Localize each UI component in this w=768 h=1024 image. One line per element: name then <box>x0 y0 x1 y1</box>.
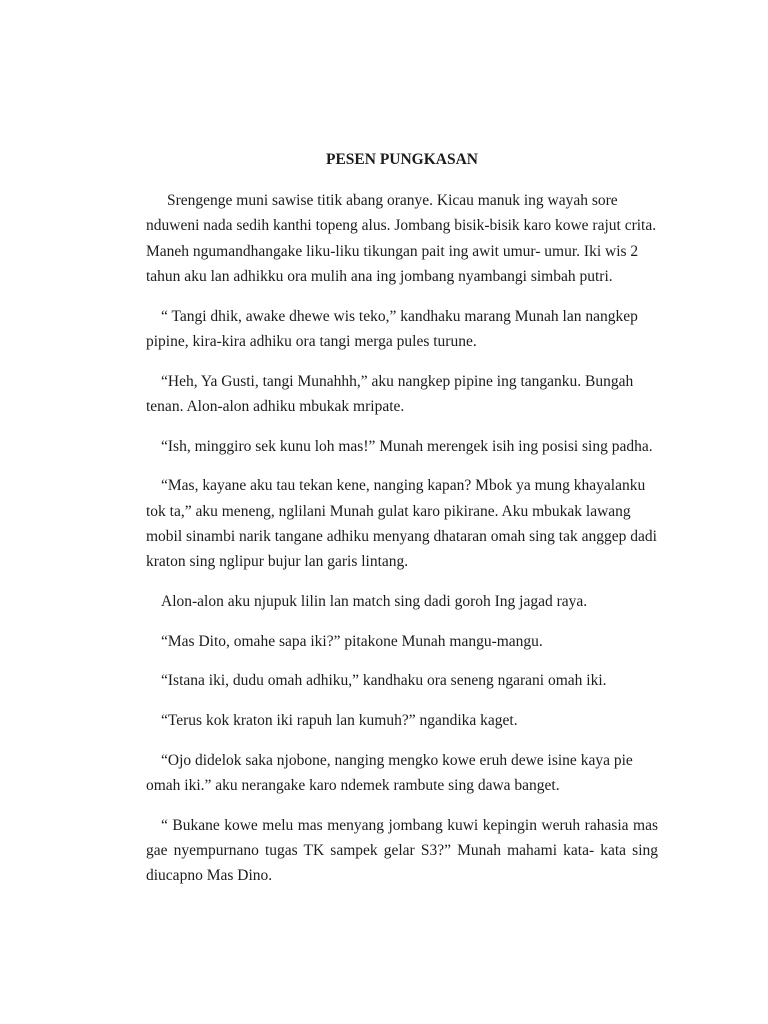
text-line: pipine, kira-kira adhiku ora tangi merga pules turune. <box>146 332 477 350</box>
paragraph-4 <box>146 434 658 459</box>
text-line: Srengenge muni sawise titik abang oranye. Kicau manuk ing wayah sore <box>167 192 618 210</box>
paragraph-3 <box>146 369 658 420</box>
text-line: tok ta,” aku meneng, nglilani Munah gulat karo pikirane. Aku mbukak lawang <box>146 502 631 520</box>
paragraph-6 <box>146 589 658 614</box>
text-line: tahun aku lan adhikku ora mulih ana ing jombang nyambangi simbah putri. <box>146 267 613 285</box>
text-line: omah iki.” aku nerangake karo ndemek rambute sing dawa banget. <box>146 776 560 794</box>
text-line: “Heh, Ya Gusti, tangi Munahhh,” aku nangkep pipine ing tanganku. Bungah <box>161 372 634 390</box>
paragraph-2 <box>146 304 658 355</box>
text-line: “ Bukane kowe melu mas menyang jombang kuwi kepingin weruh rahasia mas <box>161 816 658 834</box>
text-line: “Ish, minggiro sek kunu loh mas!” Munah merengek isih ing posisi sing padha. <box>161 437 653 455</box>
paragraph-11 <box>146 813 658 889</box>
text-line: “Istana iki, dudu omah adhiku,” kandhaku ora seneng ngarani omah iki. <box>161 672 607 690</box>
text-line: kraton sing nglipur bujur lan garis lintang. <box>146 553 409 571</box>
text-line: Alon-alon aku njupuk lilin lan match sing dadi goroh Ing jagad raya. <box>161 592 588 610</box>
document-title: PESEN PUNGKASAN <box>325 151 478 168</box>
text-line: “Mas, kayane aku tau tekan kene, nanging kapan? Mbok ya mung khayalanku <box>161 477 646 495</box>
document-body <box>146 147 658 903</box>
text-line: “ Tangi dhik, awake dhewe wis teko,” kandhaku marang Munah lan nangkep <box>161 307 638 325</box>
paragraph-5 <box>146 473 658 574</box>
text-line: “Ojo didelok saka njobone, nanging mengko kowe eruh dewe isine kaya pie <box>161 751 633 769</box>
text-line: Maneh ngumandhangake liku-liku tikungan pait ing awit umur- umur. Iki wis 2 <box>146 242 639 260</box>
text-line: nduweni nada sedih kanthi topeng alus. Jombang bisik-bisik karo kowe rajut crita. <box>146 217 657 235</box>
text-line: tenan. Alon-alon adhiku mbukak mripate. <box>146 397 405 415</box>
paragraph-7 <box>146 629 658 654</box>
text-line: “Terus kok kraton iki rapuh lan kumuh?” ngandika kaget. <box>161 711 518 729</box>
paragraph-1 <box>146 188 658 289</box>
text-line: diucapno Mas Dino. <box>146 867 273 885</box>
paragraph-8 <box>146 668 658 693</box>
paragraph-10 <box>146 748 658 799</box>
paragraph-9 <box>146 708 658 733</box>
text-line: gae nyempurnano tugas TK sampek gelar S3?” Munah mahami kata- kata sing <box>146 841 658 859</box>
text-line: mobil sinambi narik tangane adhiku menyang dhataran omah sing tak anggep dadi <box>146 527 657 545</box>
text-line: “Mas Dito, omahe sapa iki?” pitakone Munah mangu-mangu. <box>161 632 543 650</box>
